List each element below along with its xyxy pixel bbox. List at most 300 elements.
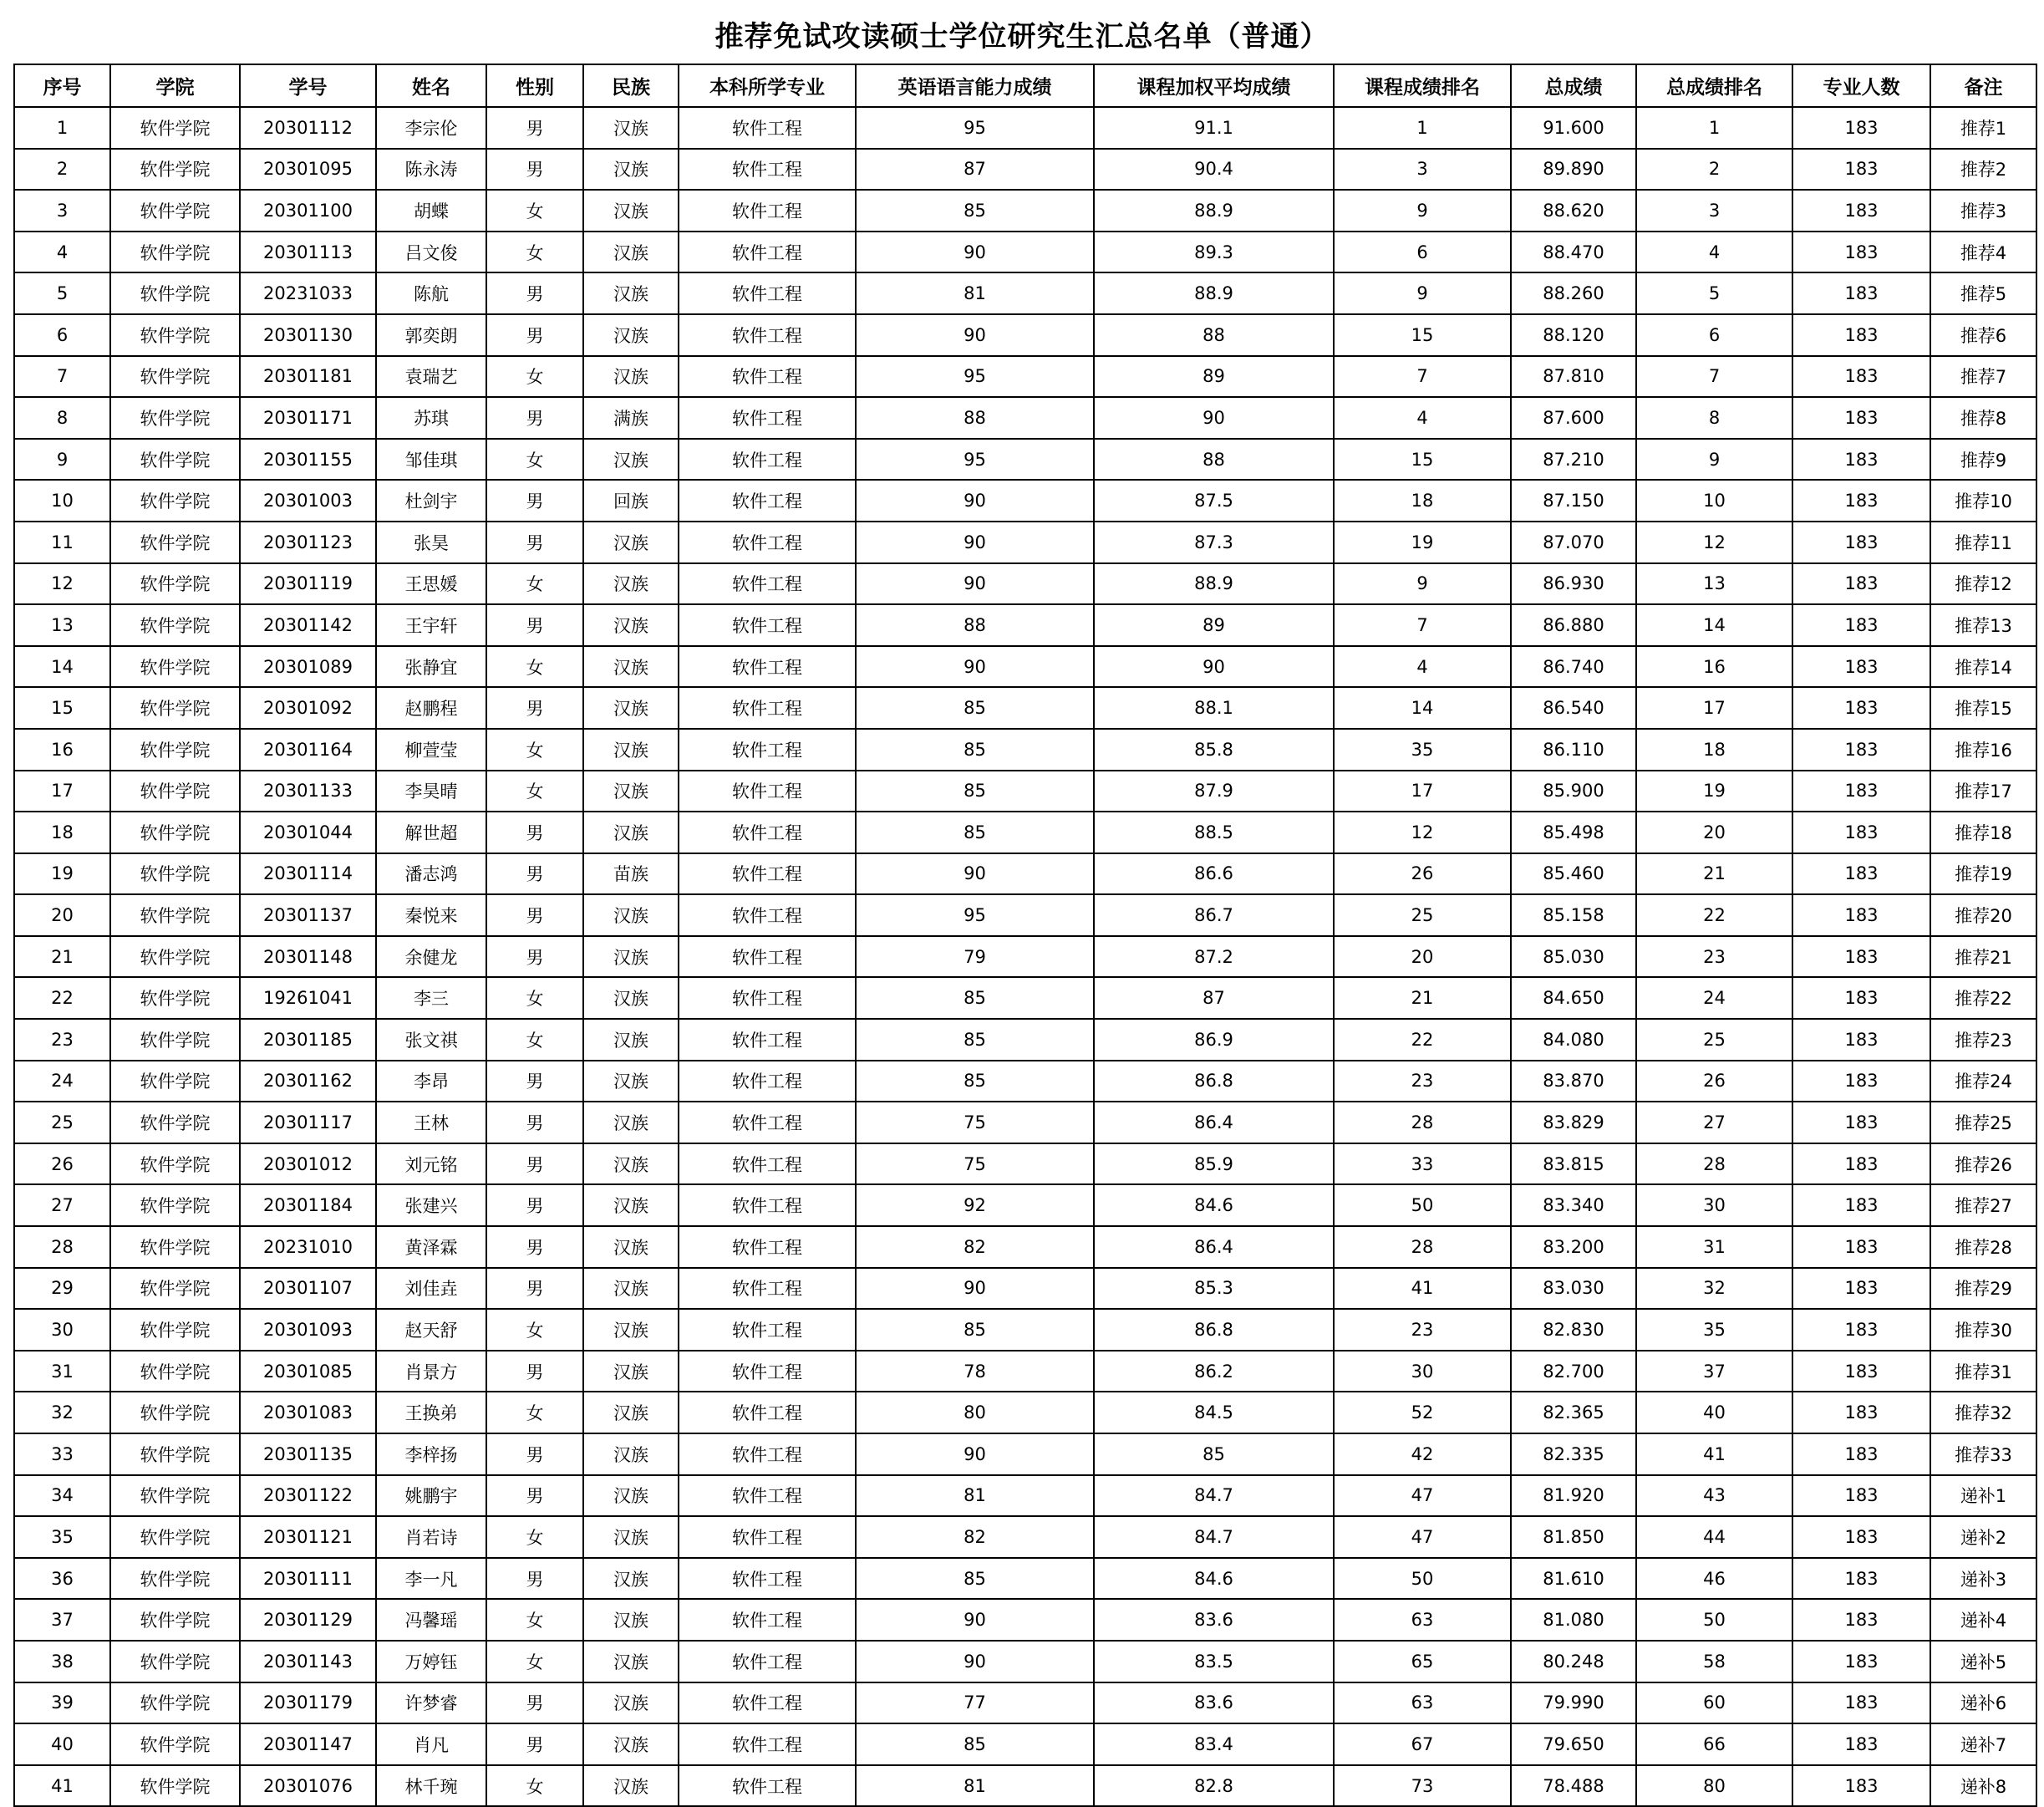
table-cell-student-id: 20301133	[240, 771, 376, 812]
table-cell-total-rank: 20	[1636, 812, 1792, 853]
table-cell-student-id: 20301092	[240, 687, 376, 729]
table-cell-gender: 男	[486, 936, 583, 978]
table-cell-remark: 推荐21	[1930, 936, 2036, 978]
table-cell-total-rank: 25	[1636, 1019, 1792, 1061]
table-cell-remark: 推荐29	[1930, 1268, 2036, 1310]
table-cell-major: 软件工程	[679, 563, 856, 605]
table-row	[14, 1102, 2036, 1143]
table-cell-college: 软件学院	[110, 771, 240, 812]
table-cell-course-rank: 63	[1334, 1599, 1511, 1641]
table-cell-major: 软件工程	[679, 1309, 856, 1351]
table-cell-major: 软件工程	[679, 522, 856, 563]
table-cell-weighted-avg: 85	[1094, 1433, 1334, 1475]
table-cell-remark: 递补4	[1930, 1599, 2036, 1641]
table-cell-major-count: 183	[1792, 563, 1930, 605]
table-cell-total-score: 81.610	[1511, 1558, 1636, 1600]
table-cell-total-rank: 19	[1636, 771, 1792, 812]
table-cell-major-count: 183	[1792, 397, 1930, 439]
table-cell-weighted-avg: 83.6	[1094, 1599, 1334, 1641]
table-cell-major-count: 183	[1792, 1061, 1930, 1102]
table-cell-weighted-avg: 84.7	[1094, 1475, 1334, 1517]
table-cell-major: 软件工程	[679, 1184, 856, 1226]
table-cell-course-rank: 9	[1334, 190, 1511, 232]
table-cell-major: 软件工程	[679, 936, 856, 978]
table-row	[14, 1599, 2036, 1641]
table-cell-name: 肖景方	[376, 1351, 486, 1392]
table-cell-major-count: 183	[1792, 1184, 1930, 1226]
table-cell-total-score: 83.200	[1511, 1226, 1636, 1268]
table-cell-total-rank: 31	[1636, 1226, 1792, 1268]
table-cell-college: 软件学院	[110, 232, 240, 273]
table-cell-major-count: 183	[1792, 936, 1930, 978]
table-cell-major: 软件工程	[679, 687, 856, 729]
table-row	[14, 439, 2036, 481]
table-cell-index: 21	[14, 936, 110, 978]
table-cell-gender: 女	[486, 1392, 583, 1433]
table-cell-ethnicity: 汉族	[583, 1558, 679, 1600]
table-cell-remark: 推荐19	[1930, 853, 2036, 895]
table-cell-total-score: 81.080	[1511, 1599, 1636, 1641]
table-cell-remark: 推荐17	[1930, 771, 2036, 812]
table-cell-college: 软件学院	[110, 646, 240, 688]
table-cell-course-rank: 3	[1334, 149, 1511, 191]
table-cell-total-rank: 22	[1636, 894, 1792, 936]
table-cell-college: 软件学院	[110, 1102, 240, 1143]
table-cell-college: 软件学院	[110, 812, 240, 853]
table-cell-course-rank: 67	[1334, 1723, 1511, 1765]
table-cell-major-count: 183	[1792, 977, 1930, 1019]
table-cell-index: 7	[14, 356, 110, 398]
table-cell-index: 2	[14, 149, 110, 191]
table-cell-course-rank: 14	[1334, 687, 1511, 729]
table-cell-student-id: 20301121	[240, 1516, 376, 1558]
table-cell-index: 8	[14, 397, 110, 439]
table-cell-major-count: 183	[1792, 894, 1930, 936]
table-cell-major: 软件工程	[679, 1516, 856, 1558]
column-header-gender: 性别	[486, 64, 583, 107]
table-cell-remark: 递补5	[1930, 1641, 2036, 1682]
table-cell-gender: 男	[486, 604, 583, 646]
table-cell-name: 苏琪	[376, 397, 486, 439]
table-cell-major: 软件工程	[679, 480, 856, 522]
table-cell-name: 解世超	[376, 812, 486, 853]
table-cell-course-rank: 15	[1334, 439, 1511, 481]
table-cell-major-count: 183	[1792, 1102, 1930, 1143]
table-cell-english-score: 75	[856, 1143, 1094, 1185]
table-cell-english-score: 90	[856, 314, 1094, 356]
table-cell-remark: 推荐24	[1930, 1061, 2036, 1102]
table-cell-name: 黄泽霖	[376, 1226, 486, 1268]
table-cell-student-id: 20301085	[240, 1351, 376, 1392]
table-cell-english-score: 90	[856, 1433, 1094, 1475]
table-cell-student-id: 20301093	[240, 1309, 376, 1351]
table-cell-ethnicity: 汉族	[583, 1599, 679, 1641]
table-cell-student-id: 20301123	[240, 522, 376, 563]
table-cell-english-score: 90	[856, 646, 1094, 688]
table-cell-english-score: 85	[856, 190, 1094, 232]
table-cell-student-id: 20301179	[240, 1682, 376, 1724]
table-cell-student-id: 20301083	[240, 1392, 376, 1433]
table-cell-total-score: 81.920	[1511, 1475, 1636, 1517]
table-cell-college: 软件学院	[110, 936, 240, 978]
table-cell-index: 32	[14, 1392, 110, 1433]
table-cell-total-rank: 14	[1636, 604, 1792, 646]
table-cell-remark: 递补8	[1930, 1765, 2036, 1807]
table-cell-weighted-avg: 85.3	[1094, 1268, 1334, 1310]
table-cell-remark: 推荐9	[1930, 439, 2036, 481]
table-cell-major-count: 183	[1792, 1392, 1930, 1433]
table-row	[14, 190, 2036, 232]
table-cell-major-count: 183	[1792, 812, 1930, 853]
table-cell-student-id: 20301164	[240, 729, 376, 771]
table-cell-major: 软件工程	[679, 356, 856, 398]
table-row	[14, 1682, 2036, 1724]
table-cell-english-score: 77	[856, 1682, 1094, 1724]
table-cell-total-score: 79.990	[1511, 1682, 1636, 1724]
table-cell-total-score: 88.470	[1511, 232, 1636, 273]
table-cell-total-score: 87.070	[1511, 522, 1636, 563]
table-cell-english-score: 90	[856, 480, 1094, 522]
table-cell-index: 19	[14, 853, 110, 895]
table-cell-major: 软件工程	[679, 1641, 856, 1682]
table-cell-weighted-avg: 87	[1094, 977, 1334, 1019]
table-cell-total-score: 85.900	[1511, 771, 1636, 812]
table-cell-index: 9	[14, 439, 110, 481]
table-cell-weighted-avg: 89.3	[1094, 232, 1334, 273]
table-cell-remark: 推荐13	[1930, 604, 2036, 646]
table-cell-total-rank: 46	[1636, 1558, 1792, 1600]
table-cell-gender: 女	[486, 232, 583, 273]
table-cell-major-count: 183	[1792, 1309, 1930, 1351]
table-cell-total-score: 79.650	[1511, 1723, 1636, 1765]
table-cell-remark: 递补2	[1930, 1516, 2036, 1558]
table-cell-student-id: 20301114	[240, 853, 376, 895]
table-cell-course-rank: 23	[1334, 1309, 1511, 1351]
table-cell-total-rank: 37	[1636, 1351, 1792, 1392]
table-cell-total-rank: 5	[1636, 272, 1792, 314]
table-cell-english-score: 85	[856, 687, 1094, 729]
table-cell-gender: 女	[486, 1765, 583, 1807]
table-cell-college: 软件学院	[110, 439, 240, 481]
table-cell-total-rank: 28	[1636, 1143, 1792, 1185]
table-cell-college: 软件学院	[110, 1268, 240, 1310]
student-roster-table	[13, 64, 2037, 1807]
table-cell-gender: 女	[486, 1516, 583, 1558]
table-cell-gender: 男	[486, 107, 583, 149]
table-cell-remark: 推荐18	[1930, 812, 2036, 853]
table-cell-english-score: 90	[856, 563, 1094, 605]
table-cell-gender: 男	[486, 1475, 583, 1517]
table-cell-english-score: 81	[856, 1475, 1094, 1517]
table-cell-index: 11	[14, 522, 110, 563]
table-cell-weighted-avg: 84.7	[1094, 1516, 1334, 1558]
table-cell-total-rank: 13	[1636, 563, 1792, 605]
table-cell-course-rank: 28	[1334, 1226, 1511, 1268]
table-cell-weighted-avg: 90.4	[1094, 149, 1334, 191]
table-cell-english-score: 87	[856, 149, 1094, 191]
table-cell-name: 肖若诗	[376, 1516, 486, 1558]
table-cell-ethnicity: 汉族	[583, 771, 679, 812]
table-cell-index: 35	[14, 1516, 110, 1558]
table-cell-gender: 女	[486, 977, 583, 1019]
table-cell-college: 软件学院	[110, 1433, 240, 1475]
table-cell-total-rank: 27	[1636, 1102, 1792, 1143]
table-cell-course-rank: 26	[1334, 853, 1511, 895]
table-cell-student-id: 20301135	[240, 1433, 376, 1475]
table-cell-ethnicity: 汉族	[583, 1682, 679, 1724]
table-cell-name: 郭奕朗	[376, 314, 486, 356]
table-cell-ethnicity: 回族	[583, 480, 679, 522]
table-cell-major: 软件工程	[679, 729, 856, 771]
table-cell-college: 软件学院	[110, 1765, 240, 1807]
table-row	[14, 894, 2036, 936]
table-cell-ethnicity: 汉族	[583, 977, 679, 1019]
table-cell-major: 软件工程	[679, 812, 856, 853]
table-cell-college: 软件学院	[110, 397, 240, 439]
table-cell-total-rank: 30	[1636, 1184, 1792, 1226]
table-cell-name: 张文祺	[376, 1019, 486, 1061]
table-cell-course-rank: 15	[1334, 314, 1511, 356]
table-cell-course-rank: 9	[1334, 272, 1511, 314]
table-cell-student-id: 20301130	[240, 314, 376, 356]
table-cell-total-rank: 10	[1636, 480, 1792, 522]
table-cell-index: 12	[14, 563, 110, 605]
table-cell-college: 软件学院	[110, 522, 240, 563]
table-cell-gender: 女	[486, 439, 583, 481]
table-cell-weighted-avg: 83.4	[1094, 1723, 1334, 1765]
table-cell-total-score: 87.600	[1511, 397, 1636, 439]
table-cell-ethnicity: 汉族	[583, 1102, 679, 1143]
column-header-name: 姓名	[376, 64, 486, 107]
table-cell-ethnicity: 汉族	[583, 439, 679, 481]
table-cell-english-score: 92	[856, 1184, 1094, 1226]
column-header-remark: 备注	[1930, 64, 2036, 107]
table-cell-student-id: 20301143	[240, 1641, 376, 1682]
table-cell-ethnicity: 汉族	[583, 1061, 679, 1102]
table-cell-name: 李宗伦	[376, 107, 486, 149]
table-cell-weighted-avg: 86.9	[1094, 1019, 1334, 1061]
table-cell-ethnicity: 汉族	[583, 1516, 679, 1558]
table-cell-major: 软件工程	[679, 1351, 856, 1392]
table-cell-name: 王换弟	[376, 1392, 486, 1433]
table-cell-course-rank: 47	[1334, 1475, 1511, 1517]
table-cell-course-rank: 35	[1334, 729, 1511, 771]
table-row	[14, 107, 2036, 149]
table-cell-index: 20	[14, 894, 110, 936]
table-cell-college: 软件学院	[110, 1061, 240, 1102]
table-cell-remark: 推荐20	[1930, 894, 2036, 936]
table-row	[14, 729, 2036, 771]
table-cell-name: 姚鹏宇	[376, 1475, 486, 1517]
table-cell-name: 赵天舒	[376, 1309, 486, 1351]
table-cell-ethnicity: 汉族	[583, 1268, 679, 1310]
table-cell-remark: 推荐3	[1930, 190, 2036, 232]
column-header-total-score: 总成绩	[1511, 64, 1636, 107]
table-cell-name: 张昊	[376, 522, 486, 563]
table-cell-total-rank: 1	[1636, 107, 1792, 149]
table-cell-college: 软件学院	[110, 356, 240, 398]
table-cell-name: 王宇轩	[376, 604, 486, 646]
table-cell-major: 软件工程	[679, 894, 856, 936]
table-cell-name: 赵鹏程	[376, 687, 486, 729]
table-cell-course-rank: 18	[1334, 480, 1511, 522]
table-cell-major: 软件工程	[679, 977, 856, 1019]
table-cell-major-count: 183	[1792, 480, 1930, 522]
table-cell-student-id: 20301113	[240, 232, 376, 273]
table-cell-college: 软件学院	[110, 604, 240, 646]
table-cell-ethnicity: 汉族	[583, 1226, 679, 1268]
table-cell-major: 软件工程	[679, 604, 856, 646]
table-cell-student-id: 20301100	[240, 190, 376, 232]
table-cell-total-score: 83.030	[1511, 1268, 1636, 1310]
table-cell-gender: 男	[486, 1682, 583, 1724]
table-row	[14, 853, 2036, 895]
table-cell-index: 22	[14, 977, 110, 1019]
table-cell-name: 邹佳琪	[376, 439, 486, 481]
table-header-row	[14, 64, 2036, 107]
table-cell-student-id: 19261041	[240, 977, 376, 1019]
table-cell-name: 李一凡	[376, 1558, 486, 1600]
table-cell-name: 李梓扬	[376, 1433, 486, 1475]
table-cell-name: 王思媛	[376, 563, 486, 605]
table-cell-student-id: 20301155	[240, 439, 376, 481]
table-cell-total-score: 87.810	[1511, 356, 1636, 398]
table-cell-major: 软件工程	[679, 397, 856, 439]
table-cell-remark: 推荐12	[1930, 563, 2036, 605]
table-cell-gender: 男	[486, 1723, 583, 1765]
table-cell-index: 16	[14, 729, 110, 771]
table-cell-course-rank: 12	[1334, 812, 1511, 853]
table-row	[14, 1723, 2036, 1765]
table-row	[14, 314, 2036, 356]
table-row	[14, 397, 2036, 439]
table-cell-name: 万婷钰	[376, 1641, 486, 1682]
table-cell-student-id: 20301089	[240, 646, 376, 688]
table-cell-total-rank: 2	[1636, 149, 1792, 191]
table-cell-total-score: 87.150	[1511, 480, 1636, 522]
table-cell-gender: 男	[486, 1226, 583, 1268]
table-cell-course-rank: 50	[1334, 1184, 1511, 1226]
table-cell-college: 软件学院	[110, 977, 240, 1019]
table-cell-course-rank: 4	[1334, 646, 1511, 688]
table-cell-major: 软件工程	[679, 1268, 856, 1310]
table-row	[14, 1061, 2036, 1102]
table-cell-index: 39	[14, 1682, 110, 1724]
column-header-total-rank: 总成绩排名	[1636, 64, 1792, 107]
table-cell-student-id: 20301076	[240, 1765, 376, 1807]
table-cell-ethnicity: 汉族	[583, 1392, 679, 1433]
table-cell-course-rank: 33	[1334, 1143, 1511, 1185]
table-cell-gender: 男	[486, 1558, 583, 1600]
table-cell-total-rank: 58	[1636, 1641, 1792, 1682]
table-cell-english-score: 90	[856, 522, 1094, 563]
table-cell-weighted-avg: 84.5	[1094, 1392, 1334, 1433]
table-cell-english-score: 82	[856, 1226, 1094, 1268]
table-cell-index: 38	[14, 1641, 110, 1682]
table-cell-ethnicity: 汉族	[583, 190, 679, 232]
table-cell-total-score: 80.248	[1511, 1641, 1636, 1682]
table-cell-english-score: 90	[856, 232, 1094, 273]
table-cell-major-count: 183	[1792, 314, 1930, 356]
table-cell-ethnicity: 汉族	[583, 936, 679, 978]
table-cell-course-rank: 6	[1334, 232, 1511, 273]
table-row	[14, 1641, 2036, 1682]
table-cell-english-score: 95	[856, 356, 1094, 398]
table-cell-college: 软件学院	[110, 1184, 240, 1226]
table-cell-gender: 男	[486, 812, 583, 853]
table-cell-major: 软件工程	[679, 1226, 856, 1268]
table-cell-gender: 男	[486, 1268, 583, 1310]
table-cell-total-score: 83.829	[1511, 1102, 1636, 1143]
table-cell-weighted-avg: 86.8	[1094, 1061, 1334, 1102]
table-cell-course-rank: 7	[1334, 604, 1511, 646]
table-cell-major-count: 183	[1792, 149, 1930, 191]
table-cell-total-score: 83.815	[1511, 1143, 1636, 1185]
table-cell-student-id: 20231033	[240, 272, 376, 314]
table-cell-total-score: 83.870	[1511, 1061, 1636, 1102]
table-cell-ethnicity: 汉族	[583, 314, 679, 356]
table-cell-major: 软件工程	[679, 1682, 856, 1724]
table-cell-remark: 递补1	[1930, 1475, 2036, 1517]
table-cell-index: 13	[14, 604, 110, 646]
table-cell-ethnicity: 汉族	[583, 1641, 679, 1682]
table-cell-remark: 推荐7	[1930, 356, 2036, 398]
table-cell-remark: 推荐30	[1930, 1309, 2036, 1351]
table-cell-total-rank: 50	[1636, 1599, 1792, 1641]
table-row	[14, 1765, 2036, 1807]
table-cell-remark: 递补7	[1930, 1723, 2036, 1765]
table-cell-major-count: 183	[1792, 853, 1930, 895]
table-cell-student-id: 20301112	[240, 107, 376, 149]
table-cell-student-id: 20301129	[240, 1599, 376, 1641]
table-cell-college: 软件学院	[110, 272, 240, 314]
table-cell-college: 软件学院	[110, 1392, 240, 1433]
table-cell-ethnicity: 满族	[583, 397, 679, 439]
table-cell-major: 软件工程	[679, 1765, 856, 1807]
table-cell-ethnicity: 汉族	[583, 107, 679, 149]
table-row	[14, 356, 2036, 398]
table-cell-gender: 男	[486, 1061, 583, 1102]
column-header-english-score: 英语语言能力成绩	[856, 64, 1094, 107]
table-cell-index: 28	[14, 1226, 110, 1268]
table-cell-total-rank: 44	[1636, 1516, 1792, 1558]
table-cell-major-count: 183	[1792, 1433, 1930, 1475]
table-cell-college: 软件学院	[110, 190, 240, 232]
table-cell-major: 软件工程	[679, 853, 856, 895]
table-cell-total-rank: 16	[1636, 646, 1792, 688]
table-cell-english-score: 85	[856, 1309, 1094, 1351]
table-cell-english-score: 85	[856, 771, 1094, 812]
table-cell-course-rank: 73	[1334, 1765, 1511, 1807]
table-cell-student-id: 20301107	[240, 1268, 376, 1310]
table-row	[14, 812, 2036, 853]
table-cell-college: 软件学院	[110, 853, 240, 895]
table-cell-student-id: 20301111	[240, 1558, 376, 1600]
table-cell-weighted-avg: 88	[1094, 314, 1334, 356]
table-cell-ethnicity: 汉族	[583, 1723, 679, 1765]
table-cell-student-id: 20301003	[240, 480, 376, 522]
table-cell-remark: 递补3	[1930, 1558, 2036, 1600]
table-cell-major: 软件工程	[679, 1599, 856, 1641]
table-cell-english-score: 82	[856, 1516, 1094, 1558]
table-cell-ethnicity: 汉族	[583, 1433, 679, 1475]
table-cell-course-rank: 19	[1334, 522, 1511, 563]
table-cell-gender: 女	[486, 1641, 583, 1682]
table-cell-gender: 男	[486, 687, 583, 729]
table-cell-english-score: 88	[856, 397, 1094, 439]
table-cell-remark: 递补6	[1930, 1682, 2036, 1724]
table-cell-major-count: 183	[1792, 1475, 1930, 1517]
